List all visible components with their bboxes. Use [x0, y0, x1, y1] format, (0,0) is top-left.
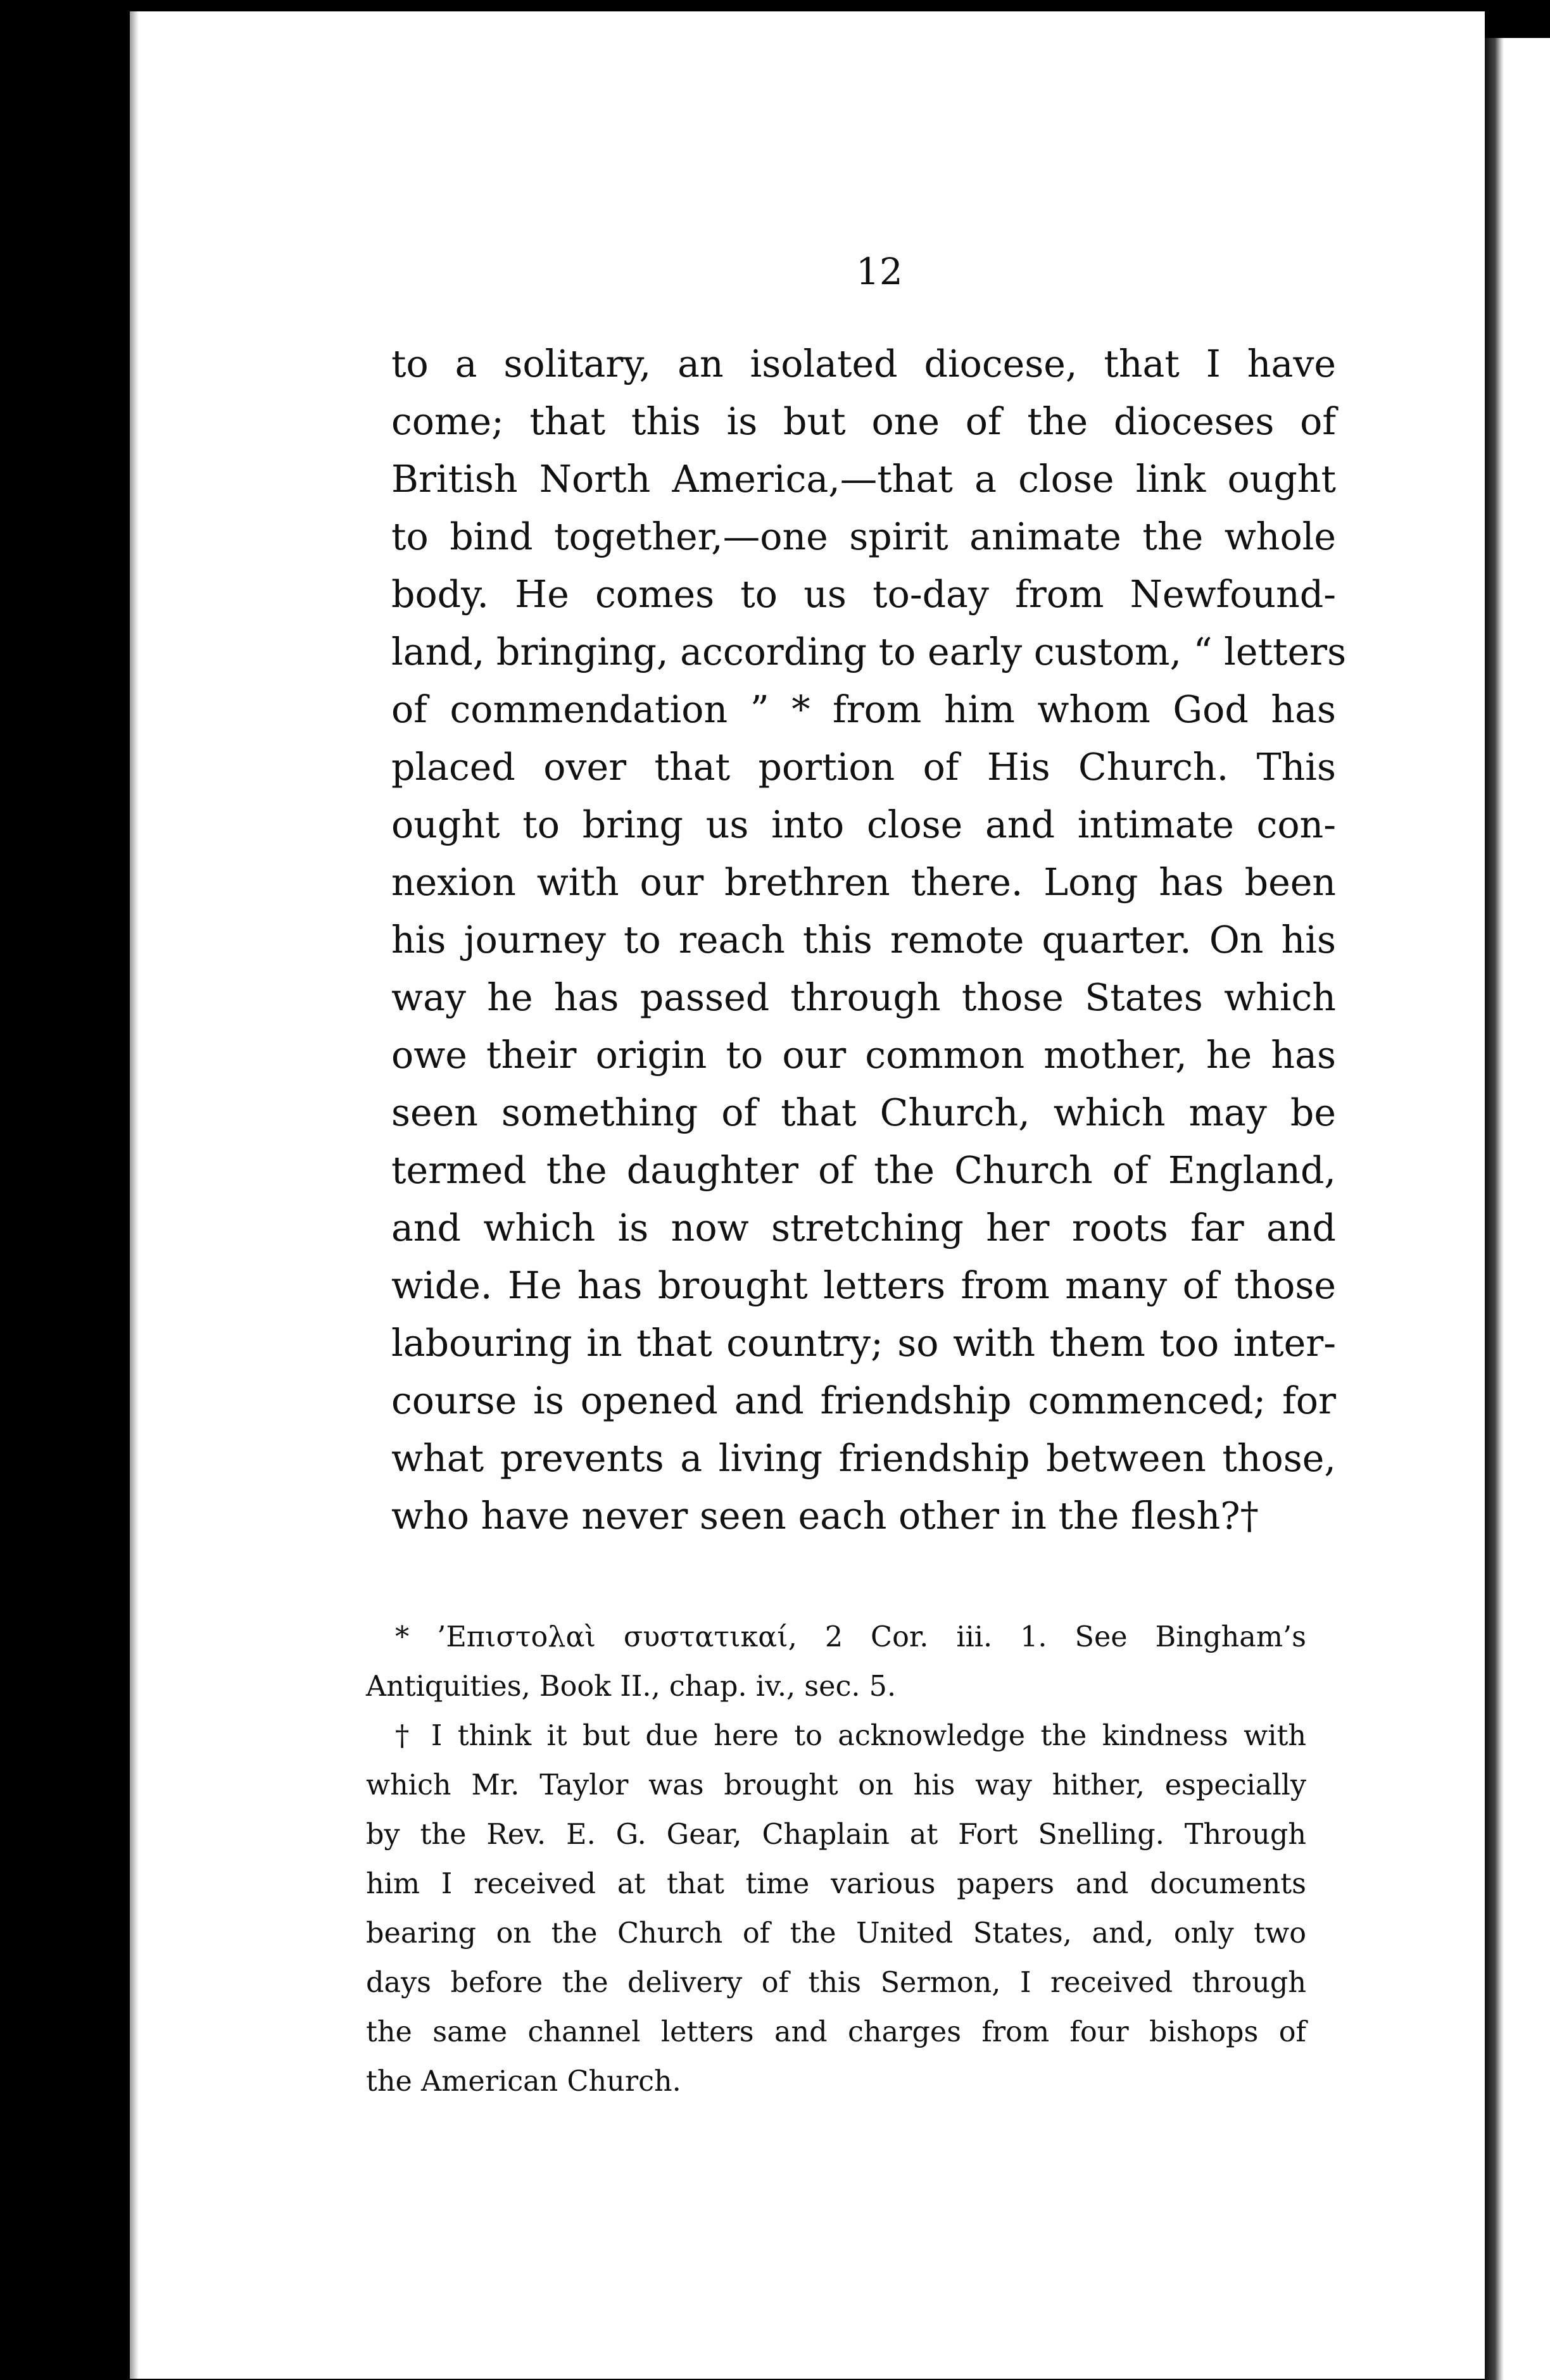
body-line: British North America,—that a close link ought	[391, 458, 1336, 501]
page-binding-shadow	[1485, 38, 1510, 2380]
footnote-line: days before the delivery of this Sermon, I received through	[366, 1967, 1306, 1999]
body-line: labouring in that country; so with them too inter-	[391, 1322, 1336, 1365]
next-page-edge	[1510, 38, 1550, 2380]
page-number: 12	[856, 250, 903, 293]
footnote-line: † I think it but due here to acknowledge the kindness with	[395, 1720, 1306, 1752]
footnote-line: which Mr. Taylor was brought on his way hither, especially	[366, 1769, 1306, 1801]
body-line: and which is now stretching her roots far and	[391, 1206, 1336, 1250]
body-line: wide. He has brought letters from many of those	[391, 1264, 1336, 1307]
body-line: placed over that portion of His Church. This	[391, 746, 1336, 789]
body-line: way he has passed through those States which	[391, 976, 1336, 1019]
body-line: course is opened and friendship commenced; for	[391, 1379, 1336, 1422]
body-text	[391, 335, 1347, 1545]
body-line: of commendation ” * from him whom God has	[391, 688, 1336, 731]
footnote-line: the American Church.	[366, 2065, 681, 2098]
body-line: his journey to reach this remote quarter. On his	[391, 918, 1336, 961]
body-line: to bind together,—one spirit animate the whole	[391, 515, 1336, 558]
body-line: body. He comes to us to-day from Newfound-	[391, 573, 1336, 616]
footnote-line: him I received at that time various papers and documents	[366, 1868, 1306, 1900]
body-line: seen something of that Church, which may be	[391, 1091, 1336, 1134]
body-line: owe their origin to our common mother, he has	[391, 1034, 1336, 1077]
footnote-line: by the Rev. E. G. Gear, Chaplain at Fort Snelling. Through	[366, 1819, 1306, 1851]
footnotes	[366, 1613, 1306, 2107]
body-line: come; that this is but one of the dioceses of	[391, 400, 1336, 443]
body-line: nexion with our brethren there. Long has been	[391, 861, 1336, 904]
footnote-line: Antiquities, Book II., chap. iv., sec. 5.	[366, 1670, 897, 1703]
body-line: ought to bring us into close and intimate con-	[391, 803, 1336, 846]
body-line: to a solitary, an isolated diocese, that I have	[391, 342, 1336, 385]
body-line: who have never seen each other in the flesh?†	[391, 1494, 1259, 1538]
body-line: termed the daughter of the Church of England,	[391, 1149, 1336, 1192]
footnote-line: bearing on the Church of the United States, and, only two	[366, 1917, 1306, 1950]
footnote-line: the same channel letters and charges from four bishops of	[366, 2016, 1306, 2048]
footnote-line: * ’Επιστολαὶ συστατικαί, 2 Cor. iii. 1. See Bingham’s	[395, 1621, 1306, 1653]
body-line: what prevents a living friendship between those,	[391, 1437, 1336, 1480]
page-left-edge	[130, 11, 139, 2379]
body-line: land, bringing, according to early custom, “ letters	[391, 630, 1347, 673]
